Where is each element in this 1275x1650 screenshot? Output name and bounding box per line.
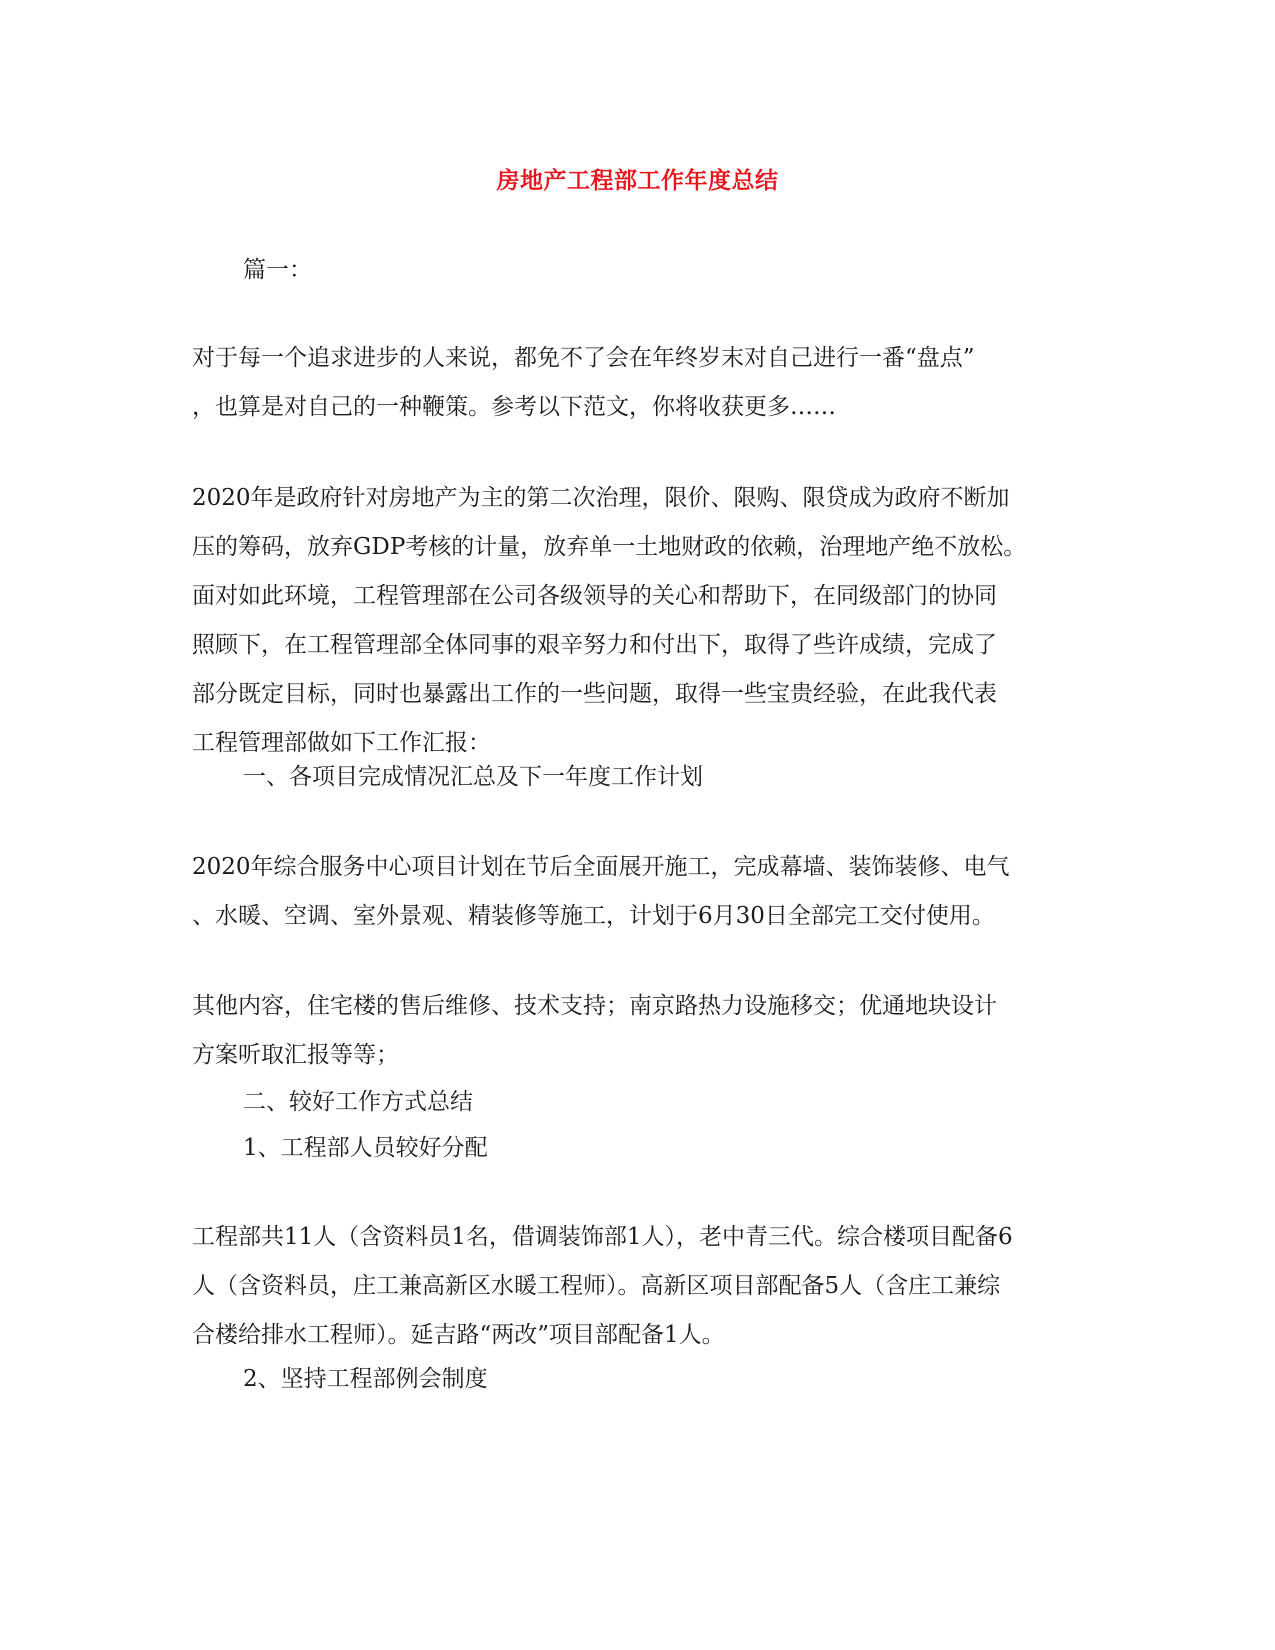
intro-line: 对于每一个追求进步的人来说，都免不了会在年终岁末对自己进行一番“盘点” [192,345,975,371]
overview-line: 压的筹码，放弃GDP考核的计量，放弃单一土地财政的依赖，治理地产绝不放松。 [192,534,1027,560]
overview-line: 面对如此环境，工程管理部在公司各级领导的关心和帮助下，在同级部门的协同 [192,583,997,609]
staffing-line: 工程部共11人（含资料员1名，借调装饰部1人），老中青三代。综合楼项目配备6 [192,1224,1013,1250]
chapter-label-text: 篇一： [243,257,312,283]
project-plan-paragraph [192,843,1092,941]
section-heading-2-text: 二、较好工作方式总结 [243,1089,473,1115]
project-plan-line: 2020年综合服务中心项目计划在节后全面展开施工，完成幕墙、装饰装修、电气 [192,854,1010,880]
section-heading-2 [192,1078,1143,1127]
project-plan-line: 、水暖、空调、室外景观、精装修等施工，计划于6月30日全部完工交付使用。 [192,903,995,929]
staffing-line: 合楼给排水工程师）。延吉路“两改”项目部配备1人。 [192,1322,725,1348]
section-heading-1 [192,753,1143,802]
intro-paragraph [192,334,1092,432]
overview-line: 2020年是政府针对房地产为主的第二次治理，限价、限购、限贷成为政府不断加 [192,485,1010,511]
other-content-line: 其他内容，住宅楼的售后维修、技术支持；南京路热力设施移交；优通地块设计 [192,993,997,1019]
other-content-paragraph [192,982,1092,1080]
intro-line: ，也算是对自己的一种鞭策。参考以下范文，你将收获更多…… [192,394,836,420]
item-heading-1-text: 1、工程部人员较好分配 [243,1135,488,1161]
item-heading-2-text: 2、坚持工程部例会制度 [243,1366,488,1392]
overview-line: 照顾下，在工程管理部全体同事的艰辛努力和付出下，取得了些许成绩，完成了 [192,632,997,658]
other-content-line: 方案听取汇报等等； [192,1042,399,1068]
chapter-label [192,246,1143,295]
overview-paragraph [192,474,1092,768]
item-heading-2 [192,1355,1143,1404]
overview-line: 工程管理部做如下工作汇报： [192,730,491,756]
item-heading-1 [192,1124,1143,1173]
overview-line: 部分既定目标，同时也暴露出工作的一些问题，取得一些宝贵经验，在此我代表 [192,681,997,707]
staffing-paragraph [192,1213,1092,1360]
document-title: 房地产工程部工作年度总结 [496,167,779,194]
section-heading-1-text: 一、各项目完成情况汇总及下一年度工作计划 [243,764,703,790]
staffing-line: 人（含资料员，庄工兼高新区水暖工程师）。高新区项目部配备5人（含庄工兼综 [192,1273,1001,1299]
